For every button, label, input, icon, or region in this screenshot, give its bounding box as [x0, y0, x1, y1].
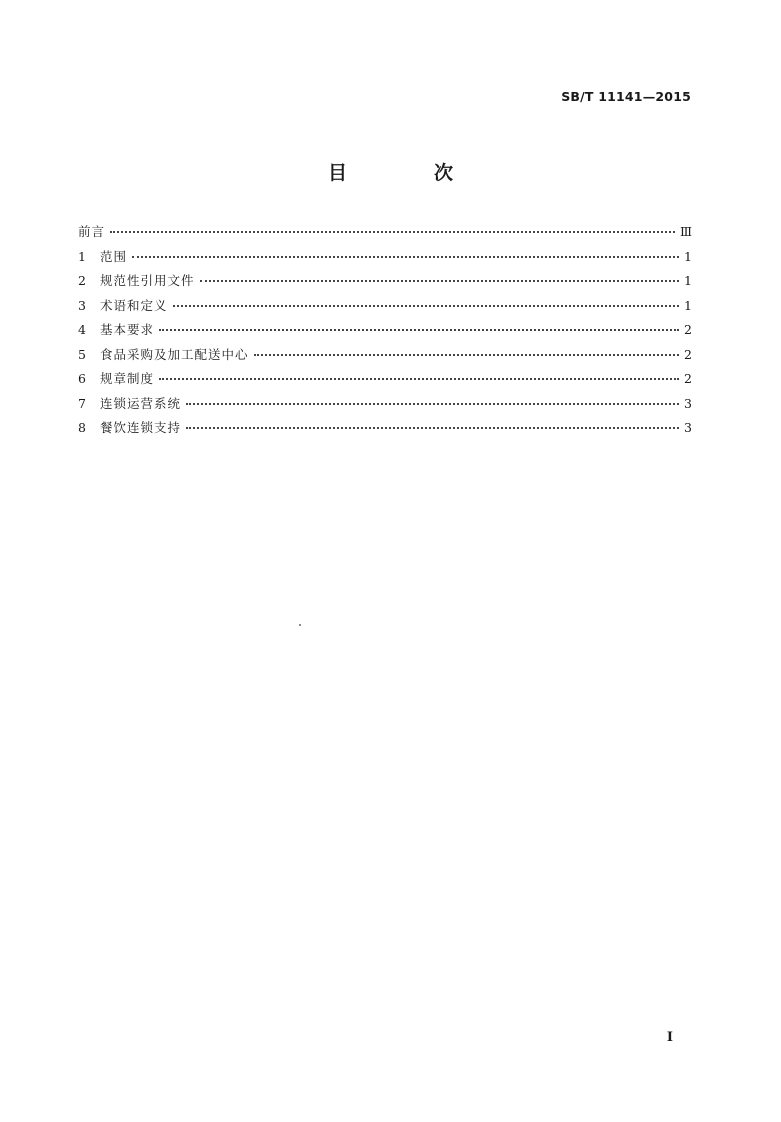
toc-item-page: 2: [684, 322, 692, 337]
toc-item-number: 6: [78, 371, 86, 386]
toc-item-page: 1: [684, 248, 692, 264]
toc-item-page: 2: [684, 371, 692, 386]
toc-item-chain-support[interactable]: [78, 418, 692, 443]
page-number: I: [666, 1030, 673, 1045]
toc-item-terms-definitions[interactable]: [78, 296, 692, 321]
standard-code: SB/T 11141—2015: [561, 89, 691, 104]
toc-item-label: 前言: [78, 224, 106, 239]
toc-item-number: 1: [78, 248, 86, 264]
toc-leader-dots: [110, 231, 675, 233]
toc-item-food-procurement[interactable]: [78, 345, 692, 370]
toc-item-chain-operation[interactable]: [78, 394, 692, 419]
toc-item-page: 3: [684, 395, 692, 411]
toc-item-regulations[interactable]: [78, 369, 692, 394]
toc-item-label: 食品采购及加工配送中心: [100, 346, 249, 362]
toc-leader-dots: [254, 354, 679, 356]
toc-leader-dots: [200, 280, 679, 282]
toc-item-label: 基本要求: [100, 322, 155, 337]
scan-speck: [299, 624, 301, 626]
toc-leader-dots: [159, 329, 679, 331]
toc-item-basic-requirements[interactable]: [78, 320, 692, 345]
toc-item-number: 4: [78, 322, 86, 337]
toc-item-page: 2: [684, 346, 692, 362]
toc-item-foreword[interactable]: [78, 222, 692, 247]
page-title: 目 次: [327, 162, 487, 184]
toc-item-page: 1: [684, 297, 692, 313]
toc-leader-dots: [132, 256, 679, 258]
toc-leader-dots: [186, 427, 679, 429]
toc-item-page: 1: [684, 273, 692, 288]
toc-item-label: 规范性引用文件: [100, 273, 195, 288]
toc-item-label: 规章制度: [100, 371, 155, 386]
toc-leader-dots: [159, 378, 679, 380]
toc-item-label: 范围: [100, 248, 128, 264]
toc-item-number: 3: [78, 297, 86, 313]
toc-item-label: 连锁运营系统: [100, 395, 182, 411]
toc-item-normative-references[interactable]: [78, 271, 692, 296]
toc-item-label: 餐饮连锁支持: [100, 420, 182, 435]
toc-item-page: 3: [684, 420, 692, 435]
toc-item-scope[interactable]: [78, 247, 692, 272]
toc-item-page: Ⅲ: [679, 224, 692, 239]
toc-leader-dots: [173, 305, 679, 307]
toc-item-label: 术语和定义: [100, 297, 168, 313]
toc-item-number: 5: [78, 346, 86, 362]
toc-item-number: 8: [78, 420, 86, 435]
toc-leader-dots: [186, 403, 679, 405]
table-of-contents: [78, 222, 692, 443]
toc-item-number: 7: [78, 395, 86, 411]
toc-item-number: 2: [78, 273, 86, 288]
